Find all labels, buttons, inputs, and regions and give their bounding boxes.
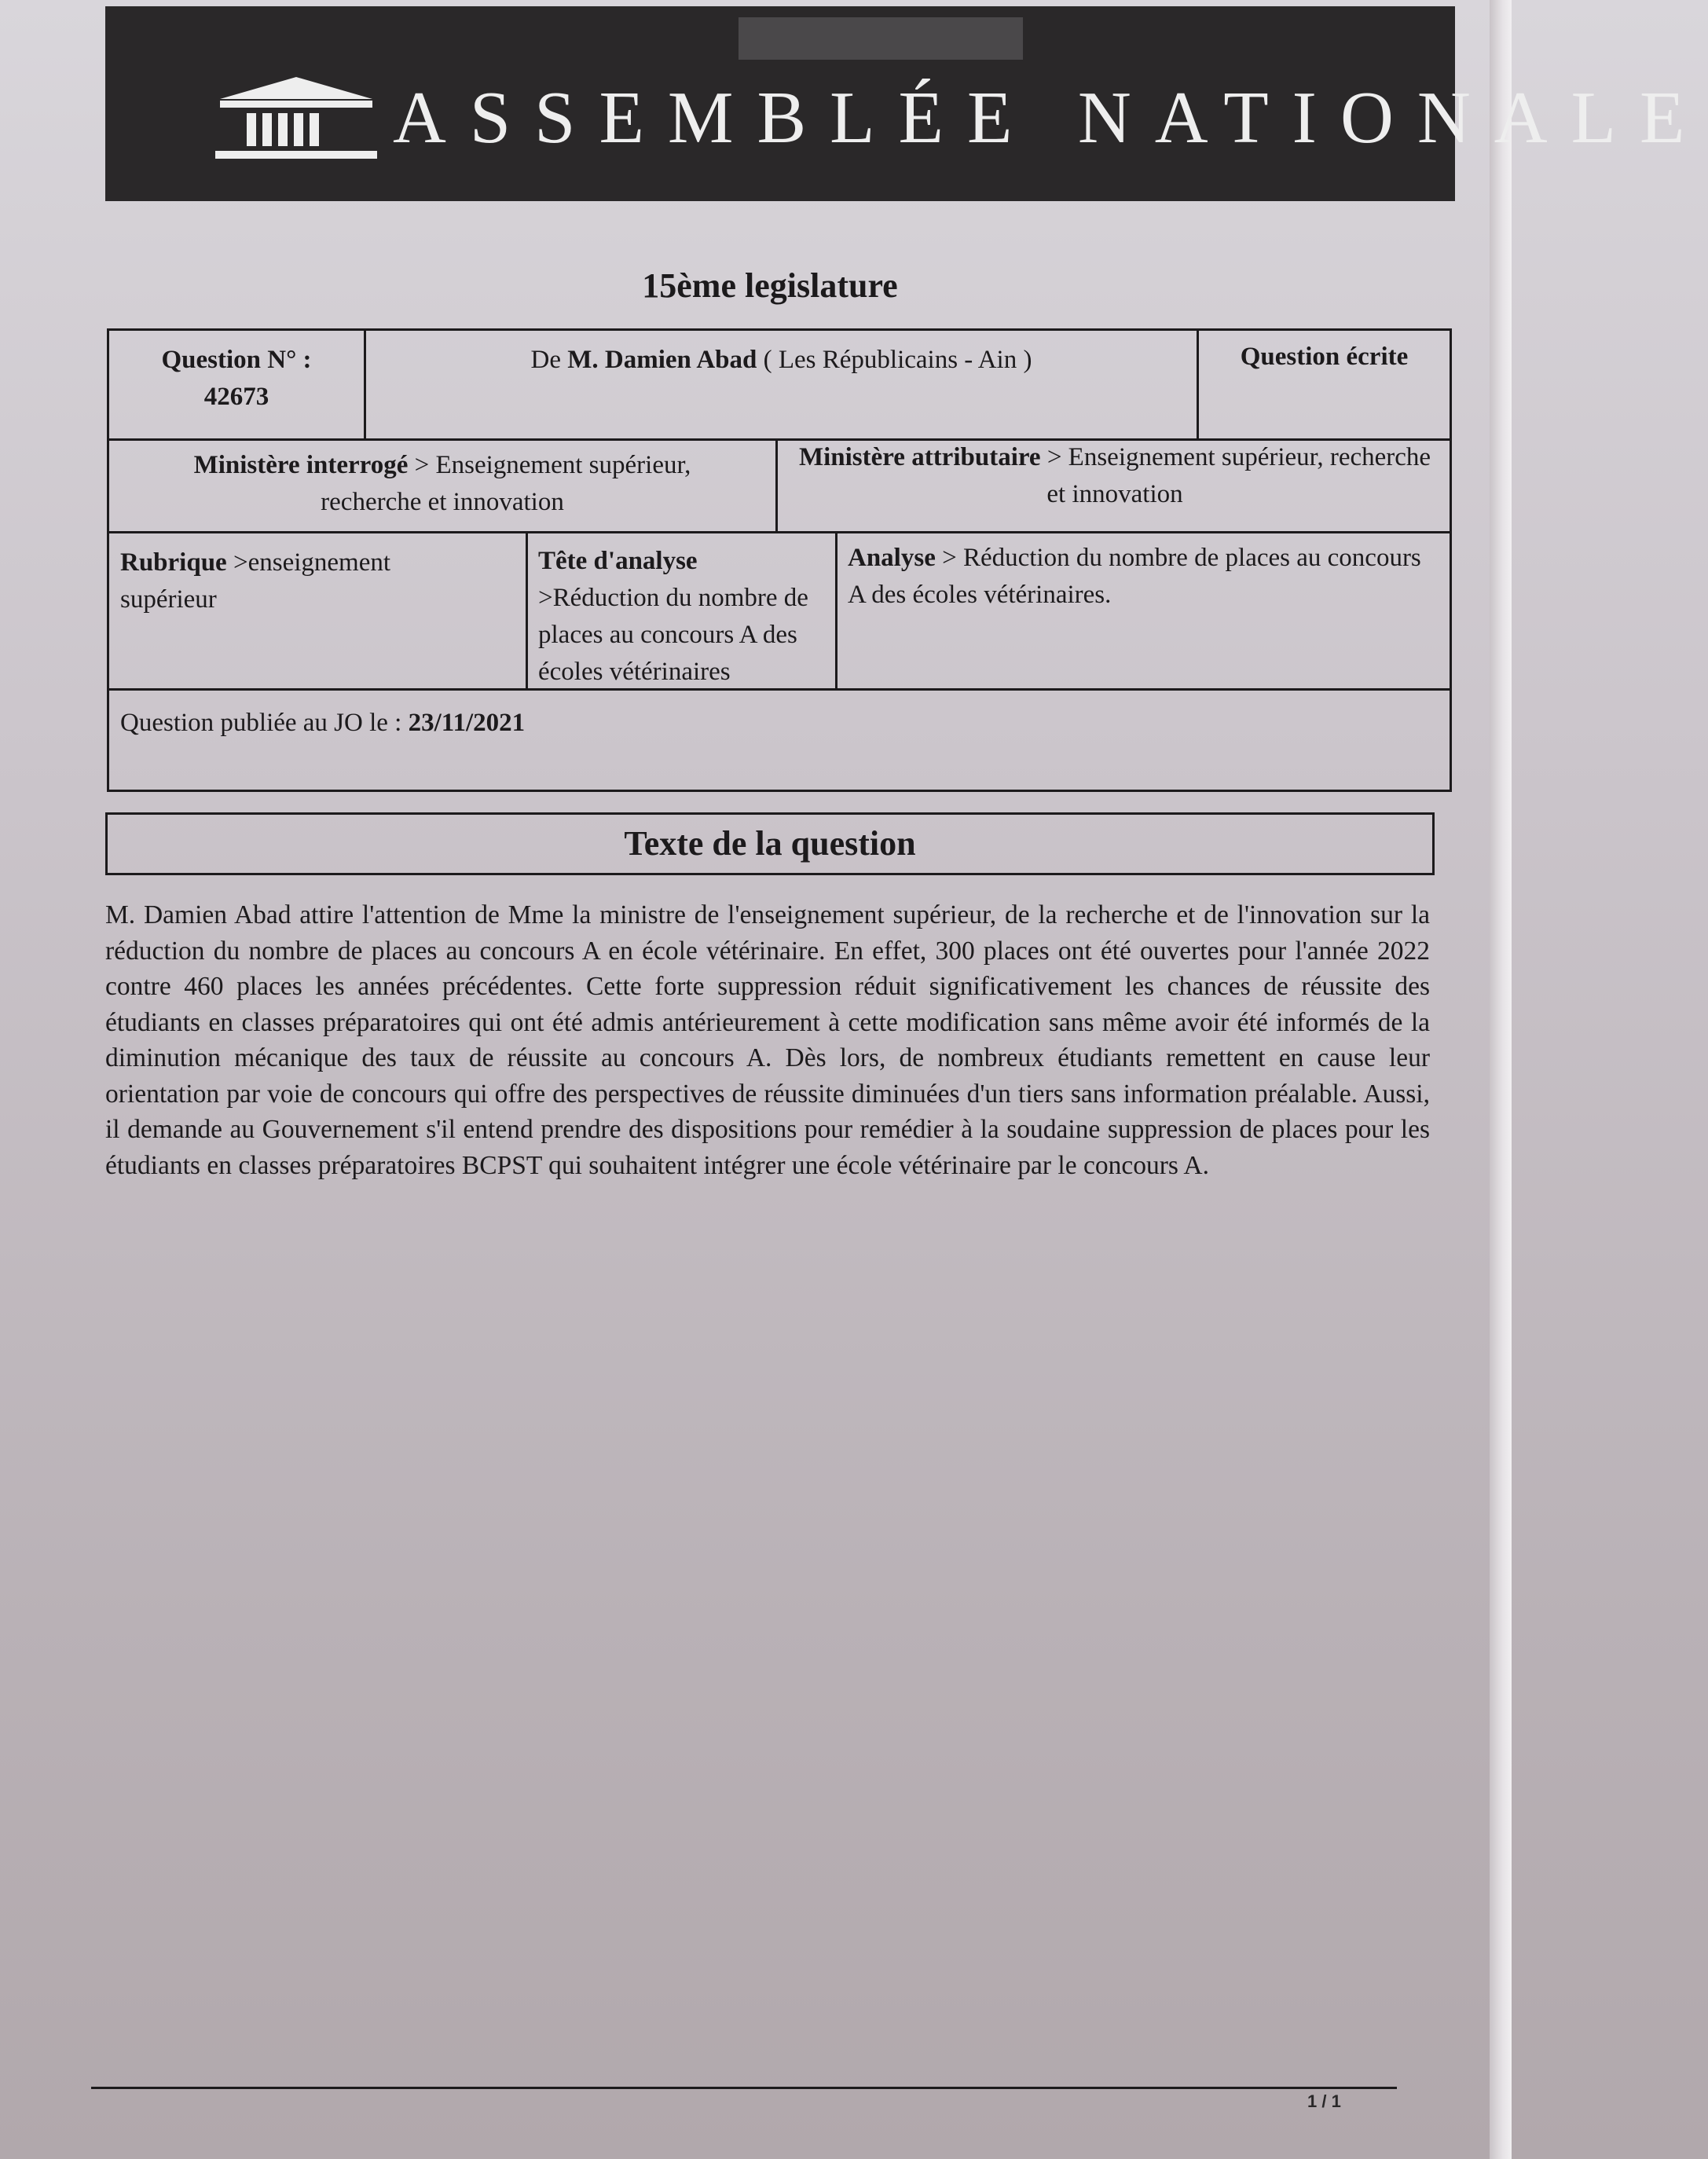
header-banner (105, 6, 1708, 201)
author-prefix: De (530, 346, 568, 374)
question-number: 42673 (203, 383, 269, 411)
page-edge (1490, 0, 1512, 2159)
footer-divider (91, 2087, 1397, 2089)
question-number-label: Question N° : (161, 346, 312, 374)
question-body-text: M. Damien Abad attire l'attention de Mme la ministre de l'enseignement supérieur, de la recherche et de l'innovation sur la réduction du nombre de places au concours A en école vétérinaire. En effet, 300 places ont été ouvertes pour l'année 2022 contre 460 places les années précédentes. Cette forte suppression réduit significativement les chances de réussite des étudiants en classes préparatoires qui ont été admis antérieurement à cette modification sans même avoir été informés de la diminution mécanique des taux de réussite au concours A. Dès lors, de nombreux étudiants remettent en cause leur orientation par voie de concours qui offre des perspectives de réussite diminuées d'un tiers sans information préalable. Aussi, il demande au Gouvernement s'il entend prendre des dispositions pour remédier à la soudaine suppression de places pour les étudiants en classes préparatoires BCPST qui souhaitent intégrer une école vétérinaire par le concours A. (105, 900, 1430, 1180)
author-name: M. Damien Abad (567, 346, 757, 374)
ministry-questioned-cell (141, 447, 744, 521)
ministry-assigned-cell (793, 439, 1437, 513)
published-date: 23/11/2021 (408, 709, 526, 737)
tete-analyse-cell (538, 543, 829, 691)
author-cell (366, 342, 1197, 379)
legislature-title: 15ème legislature (642, 266, 898, 305)
published-cell (120, 705, 1440, 742)
section-title: Texte de la question (105, 812, 1435, 875)
rubrique-value: >enseignement supérieur (120, 548, 391, 614)
question-info-table (107, 328, 1452, 792)
row-divider (109, 531, 1450, 533)
assembly-building-icon (215, 72, 377, 167)
page-number: 1 / 1 (1307, 2091, 1341, 2111)
author-party: ( Les Républicains - Ain ) (757, 346, 1032, 374)
ministry-questioned-value: > Enseignement supérieur, recherche et innovation (321, 451, 691, 516)
column-divider (775, 438, 778, 531)
tete-analyse-value: >Réduction du nombre de places au concours A des écoles vétérinaires (538, 584, 808, 686)
column-divider (835, 531, 838, 688)
analyse-cell (848, 540, 1429, 614)
tete-analyse-label: Tête d'analyse (538, 547, 698, 575)
analyse-label: Analyse (848, 544, 936, 572)
rubrique-label: Rubrique (120, 548, 227, 577)
analyse-value: > Réduction du nombre de places au concours A des écoles vétérinaires. (848, 544, 1421, 609)
published-label: Question publiée au JO le : (120, 709, 409, 737)
ministry-questioned-label: Ministère interrogé (193, 451, 409, 479)
banner-tab (739, 17, 1023, 60)
question-type: Question écrite (1240, 343, 1409, 371)
ministry-assigned-value: > Enseignement supérieur, recherche et innovation (1040, 443, 1431, 508)
column-divider (526, 531, 528, 688)
ministry-assigned-label: Ministère attributaire (798, 443, 1041, 471)
header-title: ASSEMBLÉE NATIONALE (393, 77, 1708, 159)
rubrique-cell (120, 544, 466, 618)
question-number-cell (109, 342, 364, 416)
